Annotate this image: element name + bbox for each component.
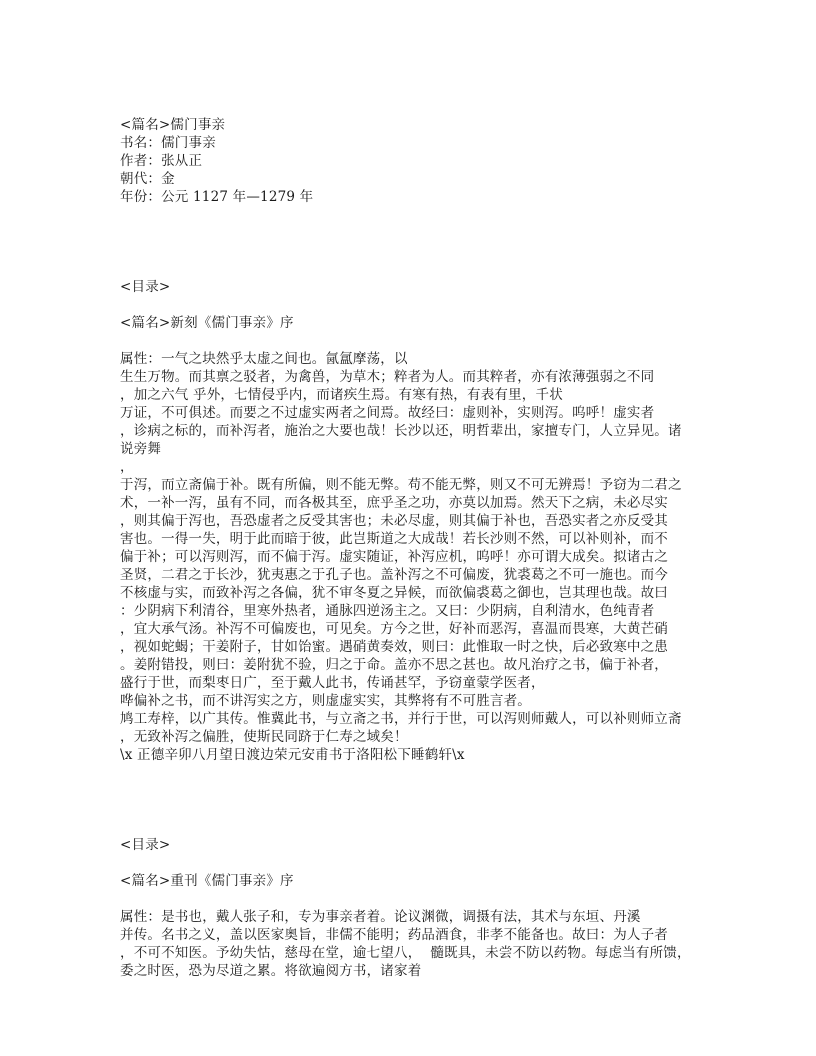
- text-line: 万证，不可俱述。而要之不过虚实两者之间焉。故经曰：虚则补，实则泻。呜呼！虚实者: [120, 405, 655, 421]
- text-line: 盛行于世，而梨枣日广，至于戴人此书，传诵甚罕，予窃童蒙学医者，: [120, 675, 545, 691]
- text-line: ，加之六气 乎外，七情侵乎内，而诸疾生焉。有寒有热，有表有里，千状: [120, 387, 563, 403]
- text-line: 鸠工寿梓，以广其传。惟冀此书，与立斋之书，并行于世，可以泻则师戴人，可以补则师立斋: [120, 711, 682, 727]
- text-line: ：少阴病下利清谷，里寒外热者，通脉四逆汤主之。又曰：少阴病，自利清水，色纯青者: [120, 603, 655, 619]
- section-title: <篇名>新刻《儒门事亲》序: [120, 315, 294, 331]
- text-line: 害也。一得一失，明于此而暗于彼，此岂斯道之大成哉！若长沙则不然，可以补则补，而不: [120, 531, 668, 547]
- text-line: 。姜附错投，则曰：姜附犹不验，归之于命。盖亦不思之甚也。故凡治疗之书，偏于补者，: [120, 657, 668, 673]
- section-body: [120, 350, 700, 764]
- section-title: <篇名>重刊《儒门事亲》序: [120, 873, 294, 889]
- section-body: [120, 908, 700, 980]
- text-line: 不核虚与实，而致补泻之各偏，犹不审冬夏之异候，而欲偏裘葛之御也，岂其理也哉。故曰: [120, 585, 668, 601]
- text-line: 属性：一气之块然乎太虚之间也。氤氲摩荡，以: [120, 351, 408, 367]
- text-line: 属性：是书也，戴人张子和，专为事亲者着。论议渊微，调摄有法，其术与东垣、丹溪: [120, 909, 641, 925]
- text-line: ，不可不知医。予幼失怙，慈母在堂，逾七望八， 髓既具，未尝不防以药物。每虑当有所馈，: [120, 945, 691, 961]
- signature-line: \x 正德辛卯八月望日渡边荣元安甫书于洛阳松下睡鹤轩\x: [120, 747, 465, 763]
- toc-heading: <目录>: [120, 279, 171, 295]
- chapter-title: <篇名>儒门事亲: [120, 117, 226, 133]
- book-name: 书名：儒门事亲: [120, 135, 216, 151]
- text-line: 圣贤，二君之于长沙，犹夷惠之于孔子也。盖补泻之不可偏废，犹裘葛之不可一施也。而今: [120, 567, 668, 583]
- spacer: [120, 296, 700, 314]
- text-line: 术，一补一泻，虽有不同，而各极其至，庶乎圣之功，亦莫以加焉。然天下之病，未必尽实: [120, 495, 668, 511]
- text-line: 并传。名书之义，盖以医家奥旨，非儒不能明；药品酒食，非孝不能备也。故曰：为人子者: [120, 927, 668, 943]
- document-page: [120, 116, 700, 980]
- spacer: [120, 332, 700, 350]
- toc-heading: <目录>: [120, 837, 171, 853]
- text-line: ，视如蛇蝎；干姜附子，甘如饴蜜。遇硝黄奏效，则曰：此惟取一时之快，后必致寒中之患: [120, 639, 668, 655]
- text-line: 委之时医，恐为尽道之累。将欲遍阅方书，诸家着: [120, 963, 422, 979]
- spacer: [120, 854, 700, 872]
- text-line: ，宜大承气汤。补泻不可偏废也，可见矣。方今之世，好补而恶泻，喜温而畏寒，大黄芒硝: [120, 621, 668, 637]
- text-line: ，则其偏于泻也，吾恐虚者之反受其害也；未必尽虚，则其偏于补也，吾恐实者之亦反受其: [120, 513, 668, 529]
- spacer: [120, 764, 700, 836]
- text-line: 于泻，而立斋偏于补。既有所偏，则不能无弊。苟不能无弊，则又不可无辨焉！予窃为二君之: [120, 477, 682, 493]
- text-line: 说旁舞: [120, 441, 162, 457]
- text-line: ，无致补泻之偏胜，使斯民同跻于仁寿之域矣！: [120, 729, 408, 745]
- text-line: 生生万物。而其禀之驳者，为禽兽，为草木；粹者为人。而其粹者，亦有浓薄强弱之不同: [120, 369, 655, 385]
- dynasty: 朝代：金: [120, 171, 175, 187]
- text-line: 偏于补；可以泻则泻，而不偏于泻。虚实随证，补泻应机，呜呼！亦可谓大成矣。拟诸古之: [120, 549, 668, 565]
- spacer: [120, 890, 700, 908]
- spacer: [120, 206, 700, 278]
- text-line: ，诊病之标的，而补泻者，施治之大要也哉！长沙以还，明哲辈出，家擅专门，人立异见。诸: [120, 423, 682, 439]
- author: 作者：张从正: [120, 153, 203, 169]
- text-line: ，: [120, 459, 134, 475]
- text-line: 哗偏补之书，而不讲泻实之方，则虚虚实实，其弊将有不可胜言者。: [120, 693, 531, 709]
- years: 年份：公元 1127 年—1279 年: [120, 189, 314, 205]
